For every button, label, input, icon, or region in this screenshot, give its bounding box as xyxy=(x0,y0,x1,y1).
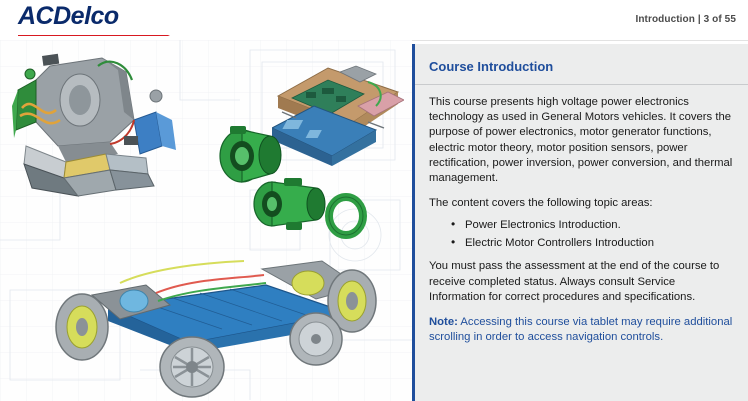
assessment-paragraph: You must pass the assessment at the end of the course to receive completed status. Always consult Service Information for correct procedures and specifications. xyxy=(429,260,720,303)
note-paragraph xyxy=(429,315,734,345)
course-introduction-panel xyxy=(412,44,748,401)
motor-generator-unit-green xyxy=(200,116,375,246)
electric-motor-assembly-exploded-view xyxy=(6,50,191,205)
note-text: Accessing this course via tablet may require additional scrolling in order to access navigation controls. xyxy=(429,316,733,344)
panel-title: Course Introduction xyxy=(429,59,554,74)
acdelco-logo xyxy=(18,4,168,36)
ev-rolling-chassis-with-battery-pack xyxy=(30,235,390,400)
breadcrumb: Introduction | 3 of 55 xyxy=(635,14,736,25)
acdelco-logo-text: ACDelco xyxy=(18,2,119,30)
topic-list xyxy=(429,217,734,251)
panel-body xyxy=(415,85,748,345)
acdelco-logo-swoosh-icon xyxy=(18,29,170,36)
illustration-pane xyxy=(0,40,412,401)
topics-lead-in: The content covers the following topic areas: xyxy=(429,197,653,210)
list-item: • Electric Motor Controllers Introduction xyxy=(451,235,734,251)
list-item: • Power Electronics Introduction. xyxy=(451,217,734,233)
page-header xyxy=(0,0,748,41)
note-label: Note: xyxy=(429,316,458,329)
panel-title-bar xyxy=(415,58,748,85)
intro-paragraph: This course presents high voltage power electronics technology as used in General Motors vehicles. It covers the purpose of power electronics, motor generator functions, electric motor theory, motor position sensors, power rectification, power inversion, power conversion, and thermal management. xyxy=(429,96,733,185)
